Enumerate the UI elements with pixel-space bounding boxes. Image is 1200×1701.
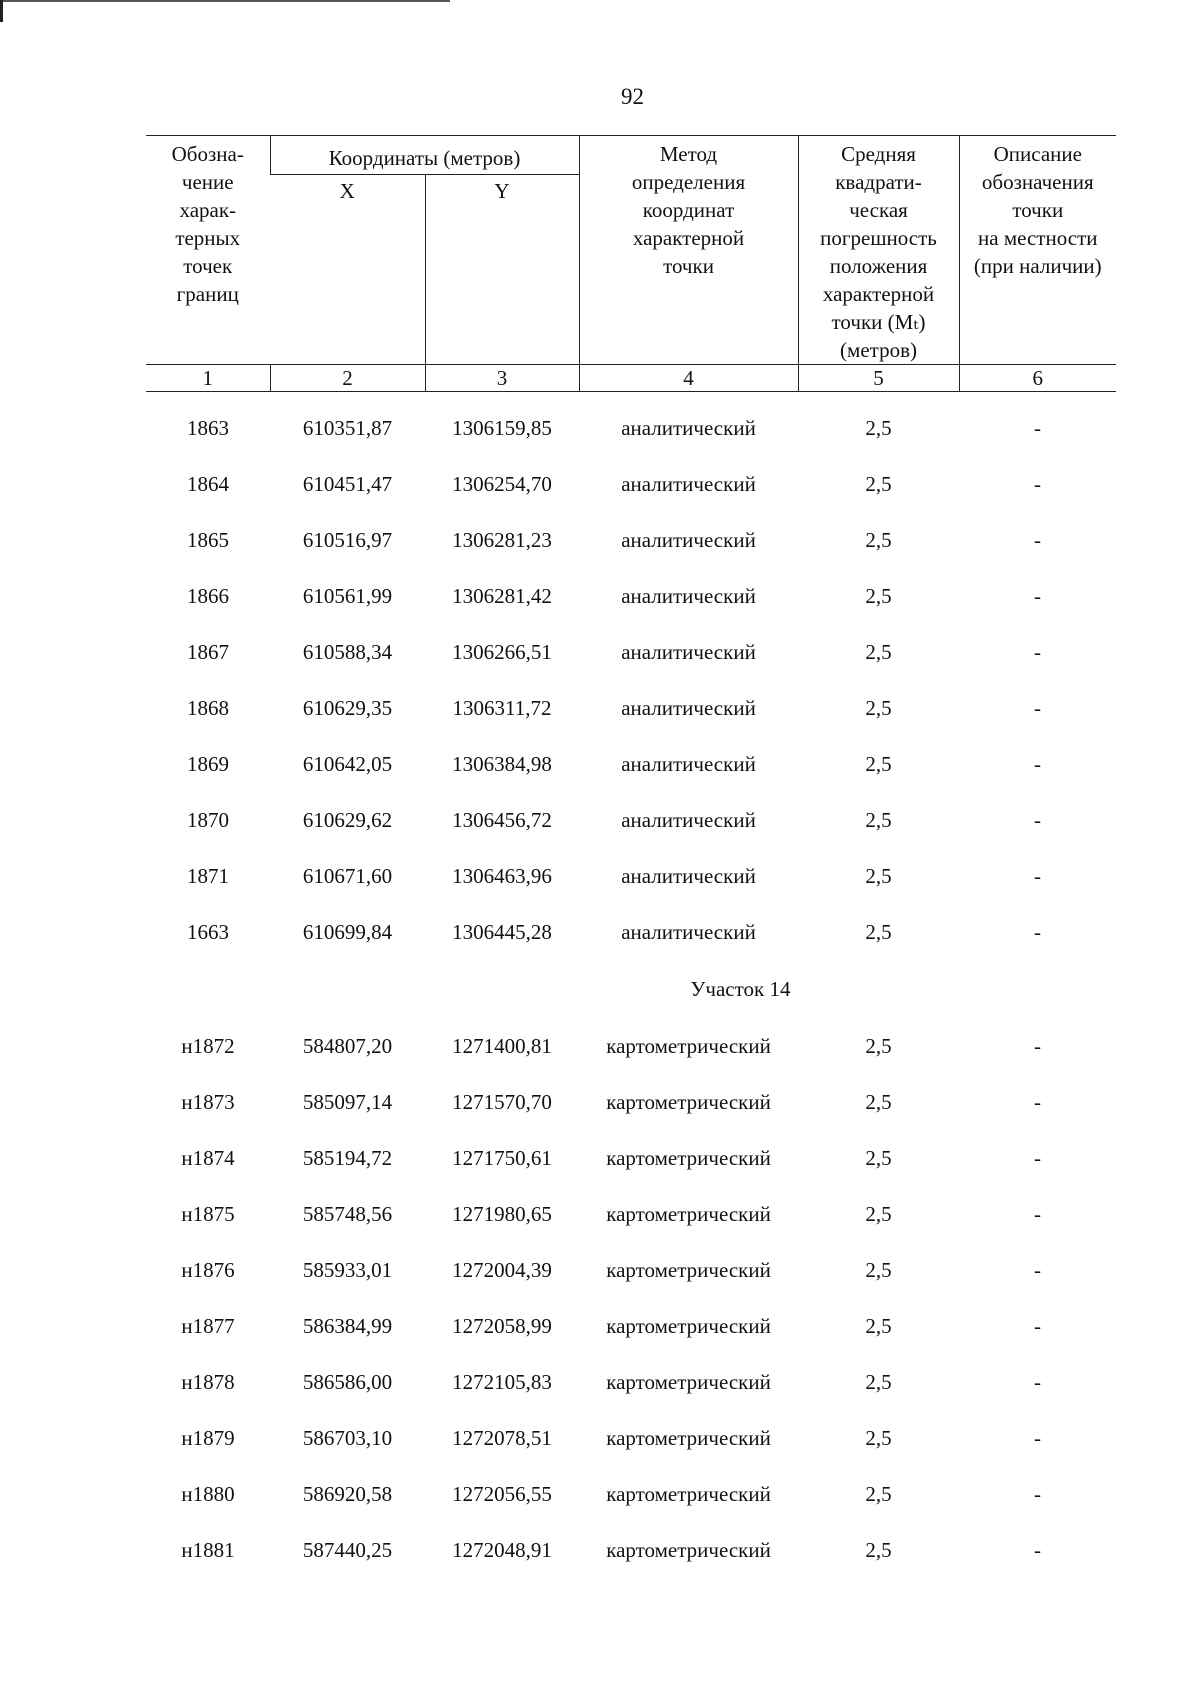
error-cell: 2,5 <box>865 1482 892 1506</box>
y-coordinate-cell: 1271570,70 <box>452 1090 552 1114</box>
point-id-cell: 1867 <box>187 640 229 664</box>
error-cell: 2,5 <box>865 808 892 832</box>
point-id-cell: н1873 <box>181 1090 235 1114</box>
method-cell: аналитический <box>621 416 756 440</box>
table-row <box>146 1522 1116 1578</box>
x-coordinate-cell: 585194,72 <box>302 1146 393 1170</box>
method-cell: аналитический <box>621 696 756 720</box>
description-cell: - <box>1034 864 1042 888</box>
description-cell: - <box>1034 1034 1042 1058</box>
description-cell: - <box>1034 1202 1042 1226</box>
point-id-cell: н1879 <box>181 1426 235 1450</box>
header-x: X <box>339 178 355 203</box>
table-row <box>146 1466 1116 1522</box>
x-coordinate-cell: 586586,00 <box>302 1370 393 1394</box>
y-coordinate-cell: 1271980,65 <box>452 1202 552 1226</box>
table-row <box>146 1130 1116 1186</box>
error-cell: 2,5 <box>865 1314 892 1338</box>
table-row <box>146 1018 1116 1074</box>
description-cell: - <box>1034 1370 1042 1394</box>
header-coordinates: Координаты (метров) <box>270 136 579 175</box>
header-description: Описание обозначения точки на местности (при наличии) <box>959 136 1116 365</box>
table-row <box>146 792 1116 848</box>
description-cell: - <box>1034 1482 1042 1506</box>
point-id-cell: н1878 <box>181 1370 235 1394</box>
point-id-cell: 1863 <box>187 416 229 440</box>
table-row <box>146 1298 1116 1354</box>
method-cell: картометрический <box>606 1538 771 1562</box>
point-id-cell: н1872 <box>181 1034 235 1058</box>
error-cell: 2,5 <box>865 1202 892 1226</box>
error-cell: 2,5 <box>865 640 892 664</box>
method-cell: картометрический <box>606 1370 771 1394</box>
y-coordinate-cell: 1272105,83 <box>452 1370 552 1394</box>
point-id-cell: 1865 <box>187 528 229 552</box>
table-row <box>146 680 1116 736</box>
point-id-cell: н1880 <box>181 1482 235 1506</box>
table-row <box>146 1186 1116 1242</box>
description-cell: - <box>1034 1090 1042 1114</box>
x-coordinate-cell: 586703,10 <box>302 1426 393 1450</box>
section-heading-row <box>146 960 1116 1018</box>
page-number: 92 <box>621 84 644 109</box>
y-coordinate-cell: 1306159,85 <box>452 416 552 440</box>
column-number: 3 <box>425 365 579 392</box>
section-heading-body <box>146 960 1116 1018</box>
column-number: 2 <box>270 365 425 392</box>
table-row <box>146 624 1116 680</box>
x-coordinate-cell: 610351,87 <box>302 416 393 440</box>
y-coordinate-cell: 1271750,61 <box>452 1146 552 1170</box>
description-cell: - <box>1034 696 1042 720</box>
x-coordinate-cell: 585748,56 <box>302 1202 393 1226</box>
column-number-row <box>146 365 1116 392</box>
y-coordinate-cell: 1272048,91 <box>452 1538 552 1562</box>
y-coordinate-cell: 1272058,99 <box>452 1314 552 1338</box>
description-cell: - <box>1034 640 1042 664</box>
y-coordinate-cell: 1272004,39 <box>452 1258 552 1282</box>
method-cell: аналитический <box>621 584 756 608</box>
method-cell: картометрический <box>606 1090 771 1114</box>
method-cell: аналитический <box>621 528 756 552</box>
y-coordinate-cell: 1272078,51 <box>452 1426 552 1450</box>
x-coordinate-cell: 584807,20 <box>302 1034 393 1058</box>
point-id-cell: 1864 <box>187 472 229 496</box>
error-cell: 2,5 <box>865 472 892 496</box>
error-cell: 2,5 <box>865 1370 892 1394</box>
table-row <box>146 512 1116 568</box>
y-coordinate-cell: 1272056,55 <box>452 1482 552 1506</box>
description-cell: - <box>1034 528 1042 552</box>
method-cell: картометрический <box>606 1482 771 1506</box>
description-cell: - <box>1034 1258 1042 1282</box>
point-id-cell: н1876 <box>181 1258 235 1282</box>
error-cell: 2,5 <box>865 920 892 944</box>
table-header-row <box>146 136 1116 175</box>
coordinates-table <box>146 135 1116 1578</box>
scan-top-edge <box>0 0 450 2</box>
error-cell: 2,5 <box>865 1146 892 1170</box>
error-cell: 2,5 <box>865 416 892 440</box>
header-y: Y <box>425 174 579 365</box>
method-cell: картометрический <box>606 1314 771 1338</box>
method-cell: картометрический <box>606 1034 771 1058</box>
description-cell: - <box>1034 920 1042 944</box>
x-coordinate-cell: 610561,99 <box>302 584 393 608</box>
x-coordinate-cell: 610642,05 <box>302 752 393 776</box>
error-cell: 2,5 <box>865 752 892 776</box>
y-coordinate-cell: 1306281,23 <box>452 528 552 552</box>
x-coordinate-cell: 586384,99 <box>302 1314 393 1338</box>
method-cell: аналитический <box>621 472 756 496</box>
table-row <box>146 1242 1116 1298</box>
header-point-designation: Обозна- чение харак- терных точек границ <box>146 136 270 365</box>
table-row <box>146 568 1116 624</box>
y-coordinate-cell: 1306254,70 <box>452 472 552 496</box>
y-coordinate-cell: 1306463,96 <box>452 864 552 888</box>
x-coordinate-cell: 585933,01 <box>302 1258 393 1282</box>
description-cell: - <box>1034 1314 1042 1338</box>
error-cell: 2,5 <box>865 584 892 608</box>
table-row <box>146 736 1116 792</box>
table-body-section-a <box>146 392 1116 961</box>
table-row <box>146 904 1116 960</box>
error-cell: 2,5 <box>865 864 892 888</box>
error-cell: 2,5 <box>865 1426 892 1450</box>
description-cell: - <box>1034 1426 1042 1450</box>
error-cell: 2,5 <box>865 1538 892 1562</box>
section-title: Участок 14 <box>690 977 791 1001</box>
table-body-section-b <box>146 1018 1116 1578</box>
point-id-cell: н1875 <box>181 1202 235 1226</box>
y-coordinate-cell: 1271400,81 <box>452 1034 552 1058</box>
column-number: 1 <box>146 365 270 392</box>
point-id-cell: н1881 <box>181 1538 235 1562</box>
method-cell: аналитический <box>621 808 756 832</box>
x-coordinate-cell: 585097,14 <box>302 1090 393 1114</box>
method-cell: картометрический <box>606 1426 771 1450</box>
table-row <box>146 1354 1116 1410</box>
x-coordinate-cell: 610516,97 <box>302 528 393 552</box>
method-cell: картометрический <box>606 1146 771 1170</box>
method-cell: аналитический <box>621 920 756 944</box>
description-cell: - <box>1034 416 1042 440</box>
description-cell: - <box>1034 584 1042 608</box>
method-cell: аналитический <box>621 640 756 664</box>
x-coordinate-cell: 587440,25 <box>302 1538 393 1562</box>
x-coordinate-cell: 610629,62 <box>302 808 393 832</box>
method-cell: аналитический <box>621 752 756 776</box>
y-coordinate-cell: 1306281,42 <box>452 584 552 608</box>
y-coordinate-cell: 1306311,72 <box>452 696 552 720</box>
header-method: Метод определения координат характерной точки <box>579 136 798 365</box>
x-coordinate-cell: 610451,47 <box>302 472 393 496</box>
header-error: Средняя квадрати- ческая погрешность положения характерной точки (Mₜ) (метров) <box>798 136 959 365</box>
error-cell: 2,5 <box>865 696 892 720</box>
x-coordinate-cell: 610671,60 <box>302 864 393 888</box>
description-cell: - <box>1034 808 1042 832</box>
x-coordinate-cell: 610629,35 <box>302 696 393 720</box>
column-number: 5 <box>798 365 959 392</box>
y-coordinate-cell: 1306266,51 <box>452 640 552 664</box>
y-coordinate-cell: 1306456,72 <box>452 808 552 832</box>
point-id-cell: 1868 <box>187 696 229 720</box>
scan-left-edge <box>0 0 3 22</box>
description-cell: - <box>1034 1146 1042 1170</box>
error-cell: 2,5 <box>865 528 892 552</box>
table-row <box>146 1410 1116 1466</box>
error-cell: 2,5 <box>865 1258 892 1282</box>
point-id-cell: 1871 <box>187 864 229 888</box>
point-id-cell: н1874 <box>181 1146 235 1170</box>
y-coordinate-cell: 1306445,28 <box>452 920 552 944</box>
table-row <box>146 456 1116 512</box>
point-id-cell: 1869 <box>187 752 229 776</box>
point-id-cell: н1877 <box>181 1314 235 1338</box>
y-coordinate-cell: 1306384,98 <box>452 752 552 776</box>
column-number: 4 <box>579 365 798 392</box>
description-cell: - <box>1034 1538 1042 1562</box>
table-row <box>146 1074 1116 1130</box>
column-number: 6 <box>959 365 1116 392</box>
description-cell: - <box>1034 472 1042 496</box>
table-row <box>146 400 1116 456</box>
description-cell: - <box>1034 752 1042 776</box>
x-coordinate-cell: 610699,84 <box>302 920 393 944</box>
method-cell: картометрический <box>606 1202 771 1226</box>
x-coordinate-cell: 610588,34 <box>302 640 393 664</box>
method-cell: аналитический <box>621 864 756 888</box>
table-row <box>146 848 1116 904</box>
point-id-cell: 1663 <box>187 920 229 944</box>
error-cell: 2,5 <box>865 1034 892 1058</box>
point-id-cell: 1866 <box>187 584 229 608</box>
point-id-cell: 1870 <box>187 808 229 832</box>
method-cell: картометрический <box>606 1258 771 1282</box>
error-cell: 2,5 <box>865 1090 892 1114</box>
x-coordinate-cell: 586920,58 <box>302 1482 393 1506</box>
